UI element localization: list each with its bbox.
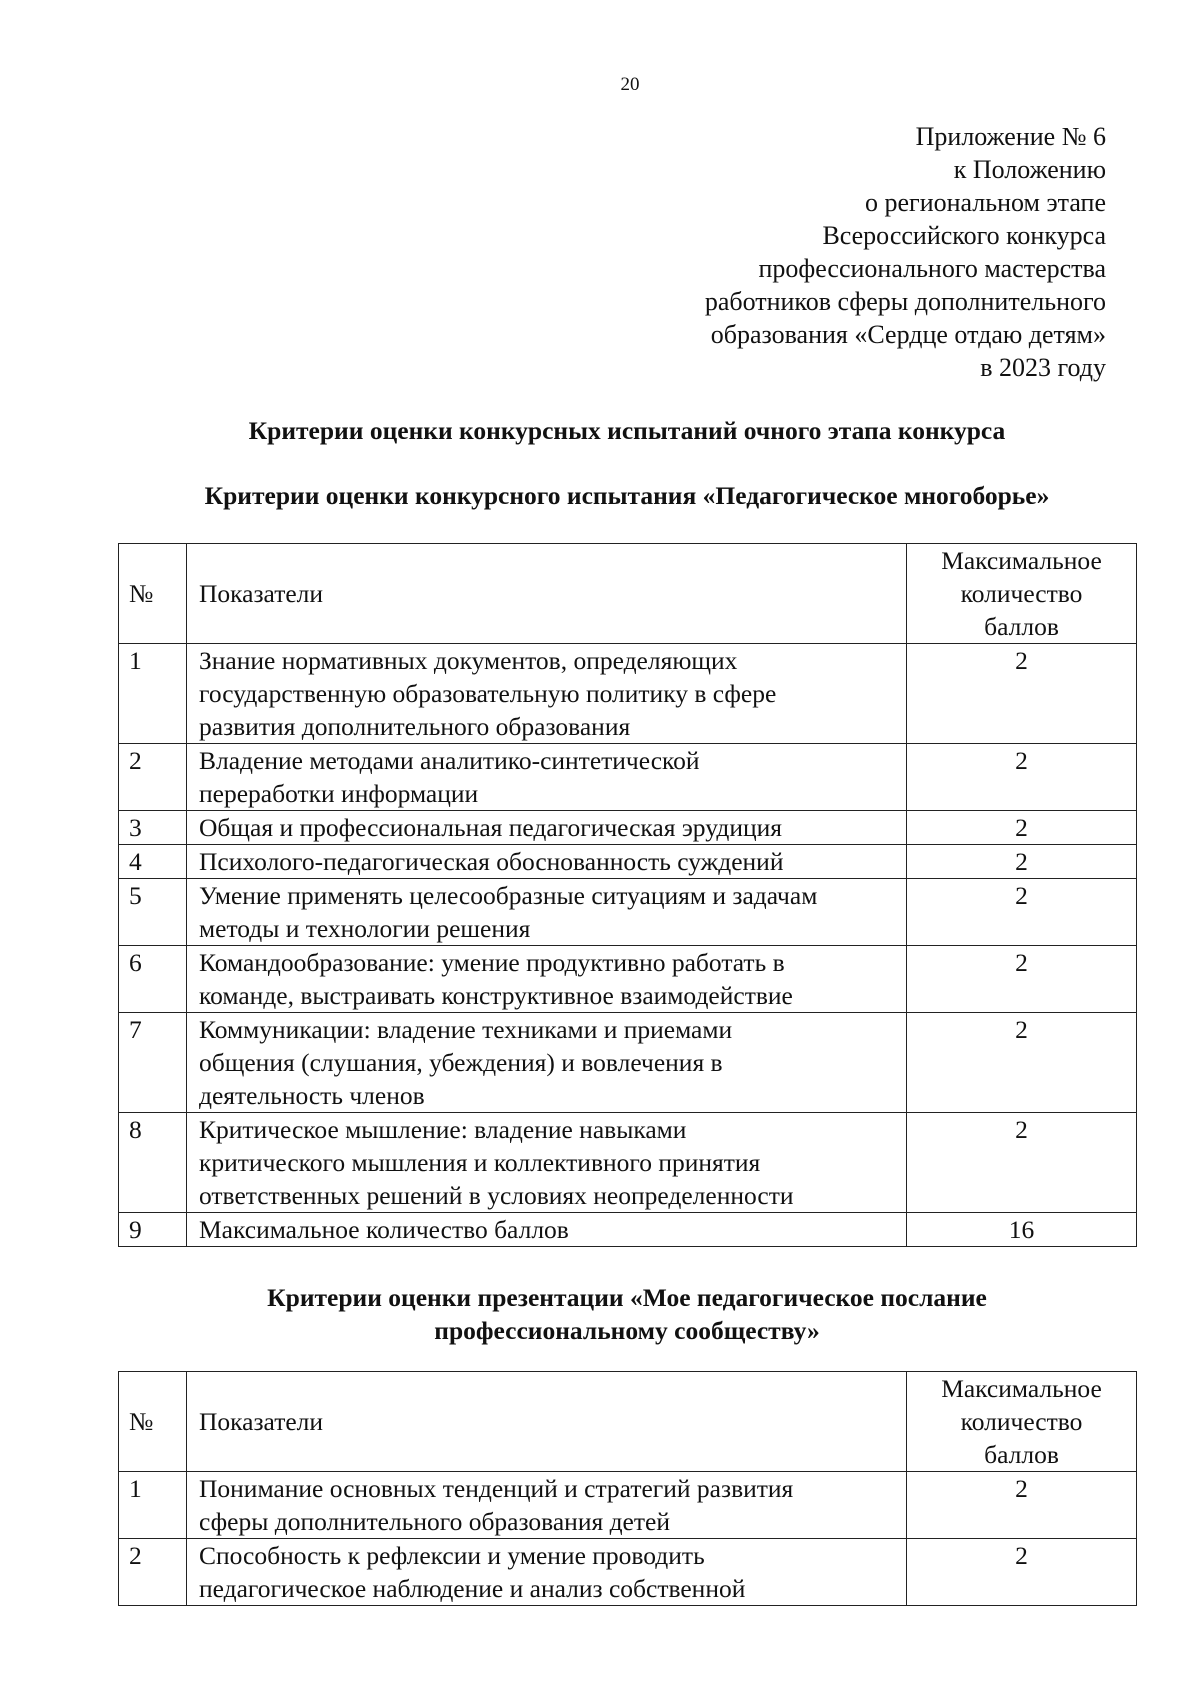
table-row xyxy=(119,946,1137,1013)
row-points: 2 xyxy=(907,811,1137,845)
section2-criteria-table xyxy=(118,1371,1137,1606)
section1-criteria-table xyxy=(118,543,1137,1247)
row-indicator xyxy=(187,644,907,744)
row-indicator xyxy=(187,1539,907,1606)
header-points-line: баллов xyxy=(984,612,1059,641)
page-number: 20 xyxy=(620,74,640,95)
header-num: № xyxy=(119,1372,187,1472)
row-num: 1 xyxy=(119,644,187,744)
appendix-line: профессионального мастерства xyxy=(758,254,1106,283)
row-indicator-line: Знание нормативных документов, определяющих xyxy=(199,646,738,675)
row-indicator-line: Психолого-педагогическая обоснованность суждений xyxy=(199,847,784,876)
row-points: 2 xyxy=(907,1113,1137,1213)
row-indicator-line: Владение методами аналитико-синтетической xyxy=(199,746,700,775)
row-points: 2 xyxy=(907,845,1137,879)
row-num: 6 xyxy=(119,946,187,1013)
row-num: 2 xyxy=(119,744,187,811)
header-indicator: Показатели xyxy=(187,544,907,644)
row-indicator-line: Способность к рефлексии и умение проводить xyxy=(199,1541,705,1570)
row-indicator xyxy=(187,811,907,845)
main-heading: Критерии оценки конкурсных испытаний очного этапа конкурса xyxy=(248,416,1006,445)
row-indicator-line: методы и технологии решения xyxy=(199,914,531,943)
row-points: 16 xyxy=(907,1213,1137,1247)
row-num: 9 xyxy=(119,1213,187,1247)
table-row xyxy=(119,644,1137,744)
table-row xyxy=(119,1539,1137,1606)
row-indicator xyxy=(187,879,907,946)
row-points: 2 xyxy=(907,946,1137,1013)
row-indicator-line: общения (слушания, убеждения) и вовлечения в xyxy=(199,1048,723,1077)
row-indicator-line: Понимание основных тенденций и стратегий развития xyxy=(199,1474,794,1503)
table-row xyxy=(119,1472,1137,1539)
row-points: 2 xyxy=(907,644,1137,744)
row-num: 4 xyxy=(119,845,187,879)
table-row xyxy=(119,1113,1137,1213)
row-indicator-line: ответственных решений в условиях неопределенности xyxy=(199,1181,794,1210)
appendix-line: образования «Сердце отдаю детям» xyxy=(710,320,1106,349)
row-num: 3 xyxy=(119,811,187,845)
appendix-line: Всероссийского конкурса xyxy=(822,221,1106,250)
header-num: № xyxy=(119,544,187,644)
row-indicator xyxy=(187,1213,907,1247)
row-points: 2 xyxy=(907,1539,1137,1606)
section2-heading-line: профессиональному сообществу» xyxy=(434,1316,820,1345)
header-points-line: баллов xyxy=(984,1440,1059,1469)
row-indicator-line: деятельность членов xyxy=(199,1081,425,1110)
row-indicator-line: Максимальное количество баллов xyxy=(199,1215,569,1244)
table-header-row xyxy=(119,544,1137,644)
row-indicator-line: переработки информации xyxy=(199,779,479,808)
table-row xyxy=(119,744,1137,811)
header-points-line: Максимальное xyxy=(941,546,1102,575)
header-points-line: количество xyxy=(960,579,1083,608)
appendix-line: к Положению xyxy=(953,155,1106,184)
row-indicator xyxy=(187,744,907,811)
table-row-total xyxy=(119,1213,1137,1247)
appendix-line: о региональном этапе xyxy=(865,188,1106,217)
row-indicator-line: Умение применять целесообразные ситуациям и задачам xyxy=(199,881,818,910)
row-num: 2 xyxy=(119,1539,187,1606)
row-num: 8 xyxy=(119,1113,187,1213)
table-row xyxy=(119,811,1137,845)
appendix-line: Приложение № 6 xyxy=(915,122,1106,151)
row-num: 7 xyxy=(119,1013,187,1113)
row-indicator-line: Общая и профессиональная педагогическая эрудиция xyxy=(199,813,783,842)
row-points: 2 xyxy=(907,1472,1137,1539)
table-row xyxy=(119,845,1137,879)
appendix-block xyxy=(705,120,1106,384)
row-points: 2 xyxy=(907,1013,1137,1113)
row-num: 1 xyxy=(119,1472,187,1539)
row-indicator-line: Командообразование: умение продуктивно работать в xyxy=(199,948,785,977)
section2-heading xyxy=(118,1281,1136,1347)
row-indicator-line: Коммуникации: владение техниками и приемами xyxy=(199,1015,733,1044)
row-indicator-line: педагогическое наблюдение и анализ собственной xyxy=(199,1574,746,1603)
header-points-line: количество xyxy=(960,1407,1083,1436)
row-indicator xyxy=(187,1013,907,1113)
table-row xyxy=(119,1013,1137,1113)
header-points xyxy=(907,544,1137,644)
row-indicator-line: Критическое мышление: владение навыками xyxy=(199,1115,687,1144)
row-points: 2 xyxy=(907,879,1137,946)
row-points: 2 xyxy=(907,744,1137,811)
row-indicator xyxy=(187,845,907,879)
row-indicator-line: команде, выстраивать конструктивное взаимодействие xyxy=(199,981,793,1010)
table-row xyxy=(119,879,1137,946)
row-indicator-line: развития дополнительного образования xyxy=(199,712,631,741)
row-indicator-line: критического мышления и коллективного принятия xyxy=(199,1148,761,1177)
header-points-line: Максимальное xyxy=(941,1374,1102,1403)
header-indicator: Показатели xyxy=(187,1372,907,1472)
section1-heading: Критерии оценки конкурсного испытания «Педагогическое многоборье» xyxy=(204,481,1050,510)
row-num: 5 xyxy=(119,879,187,946)
row-indicator xyxy=(187,1472,907,1539)
row-indicator-line: государственную образовательную политику в сфере xyxy=(199,679,777,708)
header-points xyxy=(907,1372,1137,1472)
row-indicator xyxy=(187,946,907,1013)
appendix-line: в 2023 году xyxy=(980,353,1106,382)
table-header-row xyxy=(119,1372,1137,1472)
appendix-line: работников сферы дополнительного xyxy=(704,287,1106,316)
row-indicator-line: сферы дополнительного образования детей xyxy=(199,1507,670,1536)
row-indicator xyxy=(187,1113,907,1213)
section2-heading-line: Критерии оценки презентации «Мое педагогическое послание xyxy=(267,1283,987,1312)
